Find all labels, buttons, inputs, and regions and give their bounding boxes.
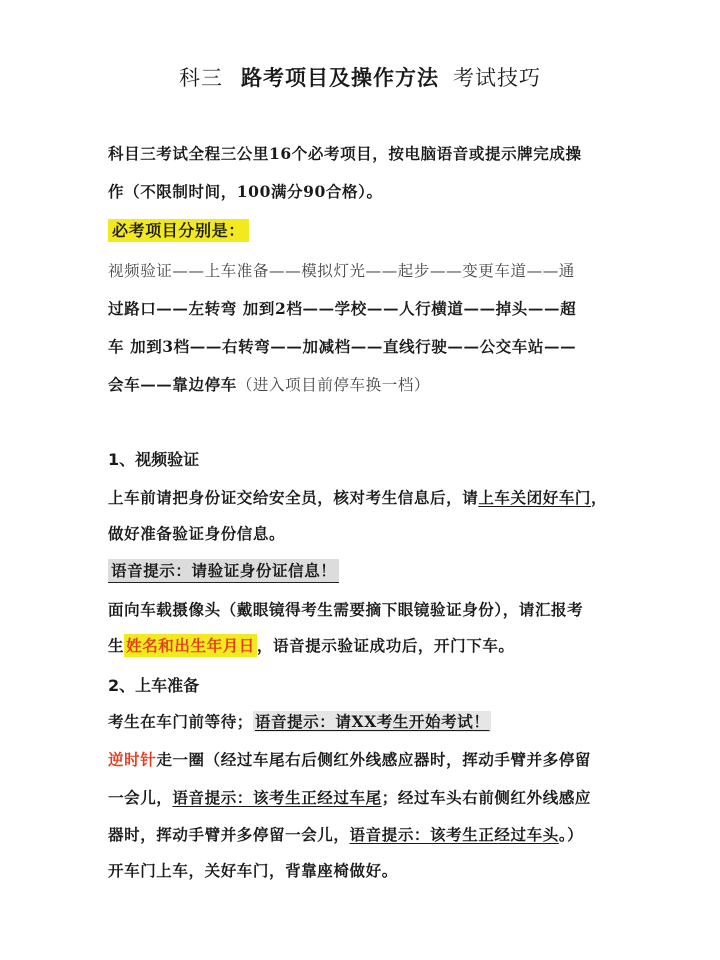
title-main: 路考项目及操作方法 — [241, 66, 439, 90]
name-birthdate-highlight: 姓名和出生年月日 — [126, 636, 255, 655]
s1-p1-text: 上车前请把身份证交给安全员，核对考生信息后，请 — [108, 488, 479, 507]
section-2-para-2 — [108, 748, 628, 770]
s1-p1-end: ， — [591, 488, 608, 507]
intro-line-2: 作（不限制时间，100满分90合格）。 — [108, 182, 383, 201]
items-text-4b: （进入项目前停车换一档） — [236, 376, 431, 394]
s2-p1-text: 考生在车门前等待； — [108, 712, 253, 731]
voice-passing-front: 语音提示：该考生正经过车头 — [349, 825, 559, 844]
intro-line-1: 科目三考试全程三公里16个必考项目，按电脑语音或提示牌完成操 — [108, 144, 582, 163]
counterclockwise-highlight: 逆时针 — [108, 750, 157, 769]
section-2-para-1 — [108, 710, 628, 732]
s2-p2-text: 走一圈（经过车尾右后侧红外线感应器时，挥动手臂并多停留 — [156, 750, 592, 769]
items-line-3: 车 加到3档——右转弯——加减档——直线行驶——公交车站—— — [108, 337, 577, 356]
section-1-para-1-line-2: 做好准备验证身份信息。 — [108, 524, 286, 543]
s1-p2-start: 生 — [108, 636, 125, 655]
section-1-para-2: 面向车载摄像头（戴眼镜得考生需要摘下眼镜验证身份），请汇报考 — [108, 600, 584, 619]
section-2-para-4 — [108, 823, 628, 845]
s2-p3-start: 一会儿， — [108, 788, 173, 807]
section-2-voice-prompt: 语音提示：请XX考生开始考试！ — [254, 712, 490, 731]
s2-p4-end: 。） — [558, 825, 584, 844]
s2-p3-end: ；经过车头右前侧红外线感应 — [381, 788, 592, 807]
title-right: 考试技巧 — [453, 66, 541, 90]
section-1-heading: 1、视频验证 — [108, 450, 200, 469]
items-line-4 — [108, 373, 628, 395]
items-line-2: 过路口——左转弯 加到2档——学校——人行横道——掉头——超 — [108, 299, 577, 318]
required-items-label-row — [108, 218, 628, 241]
s1-p1-underlined: 上车关闭好车门 — [478, 488, 592, 507]
s1-p2-end: ，语音提示验证成功后，开门下车。 — [256, 636, 515, 655]
section-2-para-5: 开车门上车，关好车门，背靠座椅做好。 — [108, 861, 398, 880]
section-1-para-2-line-2 — [108, 634, 628, 656]
section-1-voice-prompt: 语音提示：请验证身份证信息！ — [108, 559, 339, 583]
title-left: 科三 — [179, 66, 223, 90]
items-text-4a: 会车——靠边停车 — [108, 375, 237, 394]
page-title — [0, 62, 720, 92]
section-1-voice-row — [108, 559, 628, 581]
items-line-1 — [108, 259, 628, 281]
voice-passing-rear: 语音提示：该考生正经过车尾 — [172, 788, 382, 807]
required-items-label: 必考项目分别是： — [108, 219, 249, 242]
section-1-para-1 — [108, 486, 628, 508]
section-2-heading: 2、上车准备 — [108, 676, 200, 695]
section-2-para-3 — [108, 786, 628, 808]
items-text-1: 视频验证——上车准备——模拟灯光——起步——变更车道——通 — [108, 262, 575, 280]
s2-p4-start: 器时，挥动手臂并多停留一会儿， — [108, 825, 350, 844]
